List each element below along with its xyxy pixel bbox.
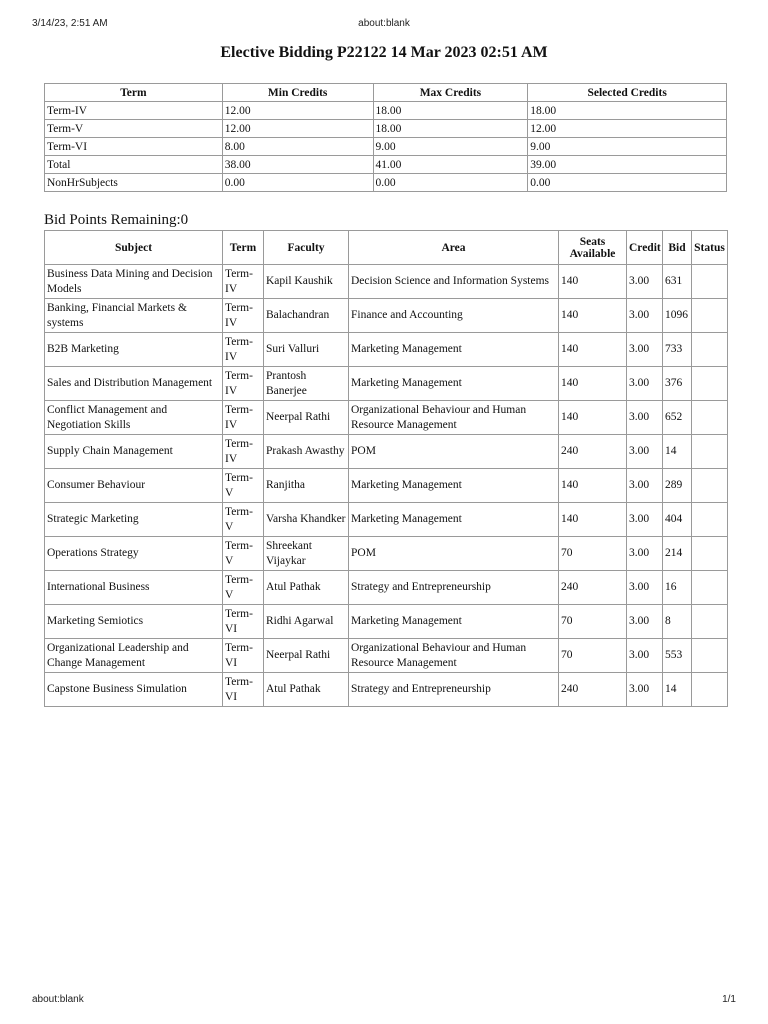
cell-term: Term-VI (223, 639, 264, 673)
cell-bid: 404 (663, 503, 692, 537)
table-row (45, 571, 728, 605)
column-header-bid: Bid (663, 231, 692, 265)
cell-area: Marketing Management (349, 367, 559, 401)
cell-credit: 3.00 (627, 469, 663, 503)
cell-faculty: Atul Pathak (264, 571, 349, 605)
cell-bid: 214 (663, 537, 692, 571)
cell-selected-credits: 0.00 (528, 174, 727, 192)
cell-faculty: Ranjitha (264, 469, 349, 503)
cell-term: Term-IV (223, 299, 264, 333)
print-footer-url: about:blank (32, 994, 84, 1005)
table-row (45, 299, 728, 333)
cell-bid: 14 (663, 435, 692, 469)
cell-seats: 140 (559, 333, 627, 367)
cell-max-credits: 18.00 (373, 102, 528, 120)
cell-term: Total (45, 156, 223, 174)
cell-seats: 140 (559, 265, 627, 299)
column-header-status: Status (692, 231, 728, 265)
cell-term: Term-VI (45, 138, 223, 156)
cell-faculty: Neerpal Rathi (264, 639, 349, 673)
cell-credit: 3.00 (627, 503, 663, 537)
cell-area: POM (349, 435, 559, 469)
cell-status (692, 299, 728, 333)
cell-min-credits: 12.00 (222, 102, 373, 120)
cell-area: Marketing Management (349, 503, 559, 537)
cell-max-credits: 41.00 (373, 156, 528, 174)
table-row (45, 367, 728, 401)
cell-term: Term-V (45, 120, 223, 138)
cell-status (692, 503, 728, 537)
cell-faculty: Prakash Awasthy (264, 435, 349, 469)
cell-min-credits: 8.00 (222, 138, 373, 156)
cell-subject: Conflict Management and Negotiation Skills (45, 401, 223, 435)
cell-bid: 652 (663, 401, 692, 435)
table-row (45, 102, 727, 120)
cell-term: Term-V (223, 571, 264, 605)
cell-seats: 240 (559, 673, 627, 707)
column-header-term: Term (45, 84, 223, 102)
cell-term: Term-V (223, 503, 264, 537)
cell-status (692, 367, 728, 401)
cell-subject: Banking, Financial Markets & systems (45, 299, 223, 333)
table-row (45, 537, 728, 571)
cell-term: Term-IV (223, 265, 264, 299)
cell-credit: 3.00 (627, 639, 663, 673)
cell-subject: Marketing Semiotics (45, 605, 223, 639)
cell-credit: 3.00 (627, 673, 663, 707)
column-header-subject: Subject (45, 231, 223, 265)
cell-seats: 140 (559, 367, 627, 401)
cell-status (692, 673, 728, 707)
cell-faculty: Varsha Khandker (264, 503, 349, 537)
cell-subject: Business Data Mining and Decision Models (45, 265, 223, 299)
cell-term: NonHrSubjects (45, 174, 223, 192)
table-row (45, 469, 728, 503)
table-row (45, 156, 727, 174)
column-header-faculty: Faculty (264, 231, 349, 265)
cell-subject: Strategic Marketing (45, 503, 223, 537)
cell-credit: 3.00 (627, 299, 663, 333)
cell-subject: Supply Chain Management (45, 435, 223, 469)
cell-seats: 70 (559, 605, 627, 639)
cell-bid: 733 (663, 333, 692, 367)
cell-credit: 3.00 (627, 333, 663, 367)
cell-credit: 3.00 (627, 537, 663, 571)
table-row (45, 120, 727, 138)
cell-selected-credits: 18.00 (528, 102, 727, 120)
cell-faculty: Atul Pathak (264, 673, 349, 707)
cell-subject: Consumer Behaviour (45, 469, 223, 503)
cell-bid: 8 (663, 605, 692, 639)
cell-bid: 376 (663, 367, 692, 401)
cell-status (692, 571, 728, 605)
cell-faculty: Prantosh Banerjee (264, 367, 349, 401)
cell-faculty: Shreekant Vijaykar (264, 537, 349, 571)
cell-status (692, 401, 728, 435)
cell-term: Term-V (223, 537, 264, 571)
cell-bid: 14 (663, 673, 692, 707)
cell-seats: 240 (559, 571, 627, 605)
cell-credit: 3.00 (627, 435, 663, 469)
cell-min-credits: 0.00 (222, 174, 373, 192)
subjects-header-row (45, 231, 728, 265)
cell-term: Term-IV (223, 333, 264, 367)
cell-credit: 3.00 (627, 265, 663, 299)
cell-status (692, 333, 728, 367)
cell-term: Term-VI (223, 605, 264, 639)
cell-subject: Capstone Business Simulation (45, 673, 223, 707)
page-title: Elective Bidding P22122 14 Mar 2023 02:51 AM (220, 44, 548, 61)
column-header-max-credits: Max Credits (373, 84, 528, 102)
cell-term: Term-IV (223, 435, 264, 469)
cell-seats: 140 (559, 299, 627, 333)
column-header-min-credits: Min Credits (222, 84, 373, 102)
credits-table (44, 83, 727, 192)
cell-max-credits: 0.00 (373, 174, 528, 192)
cell-status (692, 265, 728, 299)
column-header-area: Area (349, 231, 559, 265)
cell-area: Marketing Management (349, 333, 559, 367)
cell-credit: 3.00 (627, 401, 663, 435)
cell-status (692, 639, 728, 673)
table-row (45, 401, 728, 435)
cell-credit: 3.00 (627, 367, 663, 401)
table-row (45, 673, 728, 707)
table-row (45, 639, 728, 673)
cell-term: Term-V (223, 469, 264, 503)
cell-area: Strategy and Entrepreneurship (349, 673, 559, 707)
cell-selected-credits: 12.00 (528, 120, 727, 138)
cell-faculty: Neerpal Rathi (264, 401, 349, 435)
cell-selected-credits: 39.00 (528, 156, 727, 174)
cell-status (692, 537, 728, 571)
table-row (45, 174, 727, 192)
cell-bid: 289 (663, 469, 692, 503)
cell-term: Term-IV (223, 367, 264, 401)
print-header (0, 18, 768, 32)
cell-selected-credits: 9.00 (528, 138, 727, 156)
cell-faculty: Ridhi Agarwal (264, 605, 349, 639)
table-row (45, 435, 728, 469)
cell-area: Marketing Management (349, 605, 559, 639)
cell-seats: 140 (559, 503, 627, 537)
cell-credit: 3.00 (627, 605, 663, 639)
column-header-seats-available: Seats Available (559, 231, 627, 265)
cell-subject: Operations Strategy (45, 537, 223, 571)
cell-status (692, 435, 728, 469)
column-header-credit: Credit (627, 231, 663, 265)
cell-min-credits: 12.00 (222, 120, 373, 138)
cell-status (692, 469, 728, 503)
cell-min-credits: 38.00 (222, 156, 373, 174)
subjects-table (44, 230, 728, 707)
cell-subject: International Business (45, 571, 223, 605)
cell-subject: Sales and Distribution Management (45, 367, 223, 401)
credits-header-row (45, 84, 727, 102)
cell-subject: Organizational Leadership and Change Management (45, 639, 223, 673)
cell-area: Strategy and Entrepreneurship (349, 571, 559, 605)
print-footer (0, 994, 768, 1008)
print-header-url: about:blank (358, 18, 410, 29)
bid-points-remaining: Bid Points Remaining:0 (44, 212, 189, 228)
cell-area: Marketing Management (349, 469, 559, 503)
cell-max-credits: 18.00 (373, 120, 528, 138)
page-number: 1/1 (722, 994, 736, 1005)
cell-area: POM (349, 537, 559, 571)
table-row (45, 138, 727, 156)
cell-term: Term-IV (45, 102, 223, 120)
cell-subject: B2B Marketing (45, 333, 223, 367)
table-row (45, 265, 728, 299)
cell-area: Decision Science and Information Systems (349, 265, 559, 299)
cell-seats: 70 (559, 537, 627, 571)
table-row (45, 605, 728, 639)
cell-seats: 70 (559, 639, 627, 673)
cell-seats: 140 (559, 469, 627, 503)
print-datetime: 3/14/23, 2:51 AM (32, 18, 108, 29)
cell-status (692, 605, 728, 639)
cell-bid: 16 (663, 571, 692, 605)
cell-faculty: Balachandran (264, 299, 349, 333)
cell-credit: 3.00 (627, 571, 663, 605)
cell-faculty: Kapil Kaushik (264, 265, 349, 299)
cell-max-credits: 9.00 (373, 138, 528, 156)
table-row (45, 503, 728, 537)
cell-area: Organizational Behaviour and Human Resource Management (349, 401, 559, 435)
cell-bid: 1096 (663, 299, 692, 333)
table-row (45, 333, 728, 367)
cell-faculty: Suri Valluri (264, 333, 349, 367)
cell-term: Term-VI (223, 673, 264, 707)
cell-area: Organizational Behaviour and Human Resource Management (349, 639, 559, 673)
cell-bid: 631 (663, 265, 692, 299)
column-header-selected-credits: Selected Credits (528, 84, 727, 102)
cell-bid: 553 (663, 639, 692, 673)
cell-term: Term-IV (223, 401, 264, 435)
cell-seats: 140 (559, 401, 627, 435)
cell-seats: 240 (559, 435, 627, 469)
column-header-term: Term (223, 231, 264, 265)
cell-area: Finance and Accounting (349, 299, 559, 333)
